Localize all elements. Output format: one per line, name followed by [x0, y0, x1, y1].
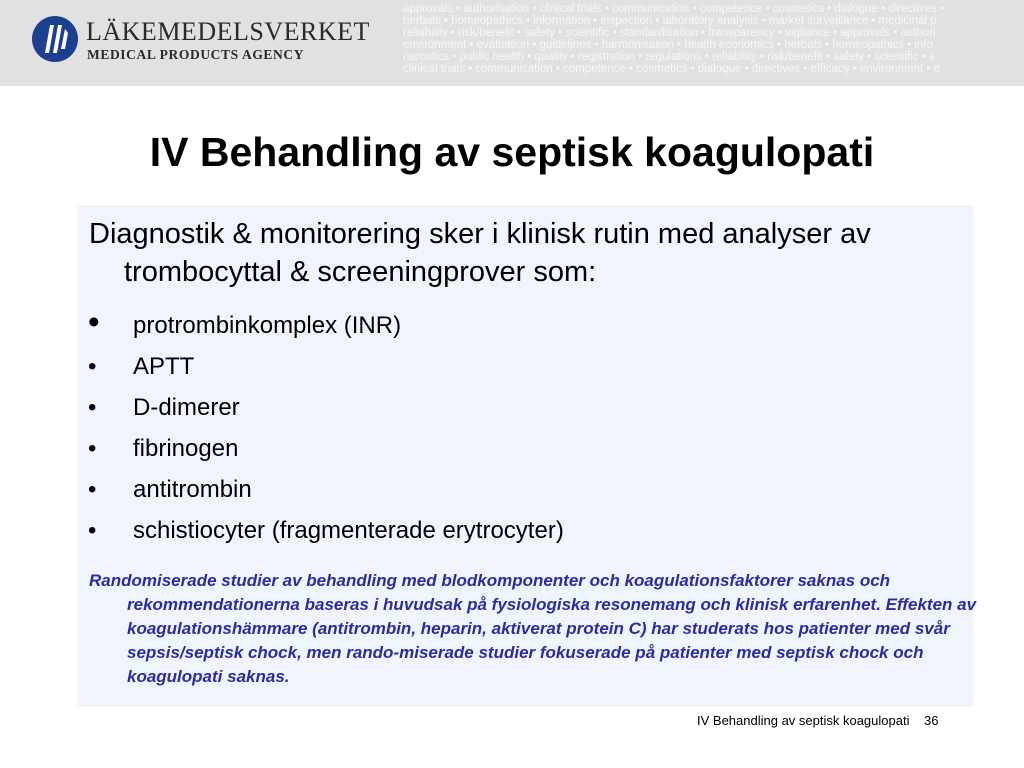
bullet-text: APTT: [133, 353, 195, 380]
keyword-line: approvals • authorisation • clinical trials • communication • competence • cosmetics • dialogue • directives •: [403, 3, 944, 15]
evidence-note: Randomiserade studier av behandling med blodkomponenter och koagulationsfaktorer saknas och rekommendationerna baseras i huvudsak på fysiologiska resonemang och klinisk erfarenhet. Effekten av koagulationshämmare (antitrombin, heparin, aktiverat protein C) har studerats hos patienter med svår sepsis/septisk chock, men rando-miserade studier fokuserade på patienter med septisk chock och koagulopati saknas.: [89, 571, 977, 686]
bullet-text: fibrinogen: [133, 435, 239, 462]
keyword-watermark: [403, 3, 1024, 83]
agency-logo-icon: [31, 15, 79, 63]
intro-text: Diagnostik & monitorering sker i klinisk rutin med analyser av trombocyttal & screeningprover som:: [89, 218, 871, 288]
page-number: 36: [924, 713, 939, 728]
bullet-icon: •: [88, 435, 97, 462]
bullet-text: schistiocyter (fragmenterade erytrocyter): [133, 517, 564, 544]
footer-title: IV Behandling av septisk koagulopati: [697, 713, 910, 728]
bullet-text: D-dimerer: [133, 394, 240, 421]
keyword-line: environment • evaluation • guidelines • harmonisation • health economics • herbals • homeopathics • info: [403, 39, 934, 52]
keyword-line: herbals • homeopathics • information • inspection • laboratory analysis • market surveillance • medicinal p: [403, 15, 937, 28]
slide-title: IV Behandling av septisk koagulopati: [149, 129, 875, 175]
bullet-text: protrombinkomplex (INR): [133, 312, 402, 339]
bullet-icon: •: [88, 517, 97, 544]
bullet-icon: •: [88, 303, 100, 340]
bullet-icon: •: [88, 394, 97, 421]
keyword-line: reliability • risk/benefit • safety • scientific • standardisation • transparency • vigilance • approvals • authori: [403, 27, 936, 40]
content-box: [77, 205, 977, 707]
bullet-text: antitrombin: [133, 476, 252, 503]
agency-name: LÄKEMEDELSVERKET: [86, 17, 370, 46]
agency-subtitle: MEDICAL PRODUCTS AGENCY: [87, 47, 305, 62]
header-band: [0, 0, 1024, 86]
bullet-icon: •: [88, 476, 97, 503]
keyword-line: clinical trials • communication • competence • cosmetics • dialogue • directives • efficacy • environment • e: [403, 63, 940, 76]
bullet-icon: •: [88, 353, 97, 380]
keyword-line: narcotics • public health • quality • registration • regulations • reliability • risk/benefit • safety • scientific • s: [403, 51, 935, 64]
